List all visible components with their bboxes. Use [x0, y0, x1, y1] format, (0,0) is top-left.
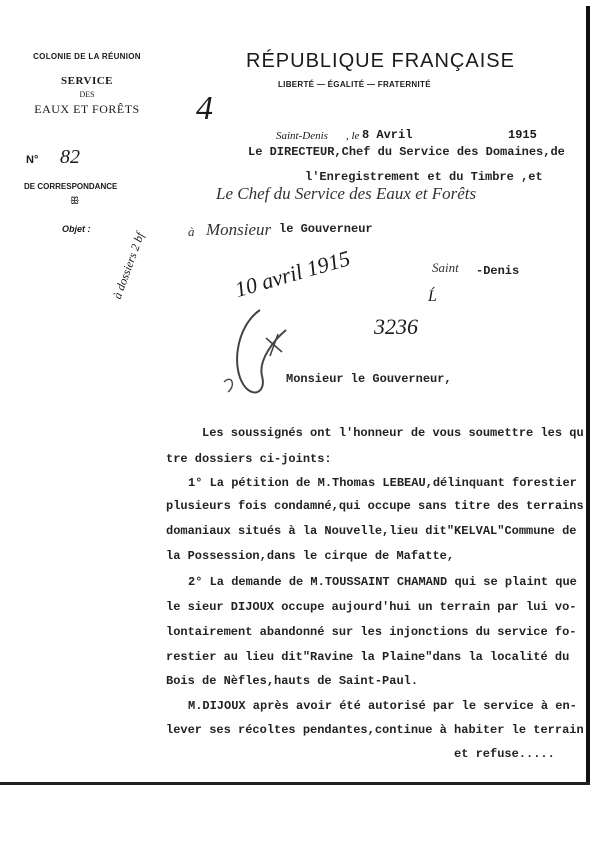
body-line-8: le sieur DIJOUX occupe aujourd'hui un terrain par lui vo- — [166, 600, 577, 614]
objet-label: Objet : — [62, 224, 91, 234]
sender-line-2: l'Enregistrement et du Timbre ,et — [305, 170, 543, 184]
handwritten-mark-4: 4 — [196, 90, 213, 127]
handwritten-number: 3236 — [374, 314, 418, 339]
paraphe: Ĺ — [428, 288, 437, 305]
body-line-1: Les soussignés ont l'honneur de vous soumettre les qu — [202, 426, 584, 440]
body-line-4: plusieurs fois condamné,qui occupe sans titre des terrains — [166, 499, 584, 513]
ornament-icon: ꕥ — [70, 196, 80, 207]
republique-title: RÉPUBLIQUE FRANÇAISE — [246, 50, 515, 72]
body-line-3: 1° La pétition de M.Thomas LEBEAU,délinquant forestier — [188, 476, 577, 490]
letterhead-left — [12, 48, 162, 117]
eaux-forets-label: EAUX ET FORÊTS — [34, 102, 140, 116]
sender-line-3: Le Chef du Service des Eaux et Forêts — [216, 184, 477, 203]
service-label: SERVICE — [60, 75, 114, 87]
sender-line-1: Le DIRECTEUR,Chef du Service des Domaines,de — [248, 145, 565, 159]
recipient-a: à — [188, 224, 195, 239]
body-line-9: lontairement abandonné sur les injonctions du service fo- — [166, 625, 577, 639]
body-line-2: tre dossiers ci-joints: — [166, 452, 332, 466]
body-line-7: 2° La demande de M.TOUSSAINT CHAMAND qui se plaint que — [188, 575, 577, 589]
salutation: Monsieur le Gouverneur, — [286, 372, 452, 386]
date-prefix: , le — [346, 130, 360, 142]
body-line-5: domaniaux situés à la Nouvelle,lieu dit"KELVAL"Commune de — [166, 524, 577, 538]
place-text: Saint-Denis — [276, 130, 328, 142]
date-stamp: 10 avril 1915 — [232, 245, 353, 303]
body-line-6: la Possession,dans le cirque de Mafatte, — [166, 549, 455, 563]
year-text: 1915 — [508, 128, 537, 142]
body-line-14: et refuse..... — [454, 747, 555, 761]
page-edge-bottom — [0, 782, 590, 785]
devise: LIBERTÉ — ÉGALITÉ — FRATERNITÉ — [278, 80, 431, 89]
body-line-12: M.DIJOUX après avoir été autorisé par le service à en- — [188, 699, 577, 713]
body-line-13: lever ses récoltes pendantes,continue à habiter le terrain — [166, 723, 584, 737]
number-label: N° — [26, 154, 39, 166]
des-label: DES — [79, 90, 95, 99]
page-edge-right — [586, 6, 590, 784]
recipient-monsieur: Monsieur — [206, 220, 272, 239]
margin-note: à dossiers 2 bf — [110, 230, 147, 301]
body-line-11: Bois de Nèfles,hauts de Saint-Paul. — [166, 674, 419, 688]
recipient-denis: -Denis — [476, 264, 520, 278]
body-line-10: restier au lieu dit"Ravine la Plaine"dans la localité du — [166, 650, 570, 664]
date-text: 8 Avril — [362, 128, 413, 142]
recipient-gouverneur: le Gouverneur — [279, 222, 373, 236]
correspondance-label: DE CORRESPONDANCE — [24, 182, 118, 191]
recipient-saint: Saint — [432, 260, 459, 275]
number-value: 82 — [60, 146, 80, 168]
colonie-label: COLONIE DE LA RÉUNION — [33, 52, 141, 61]
